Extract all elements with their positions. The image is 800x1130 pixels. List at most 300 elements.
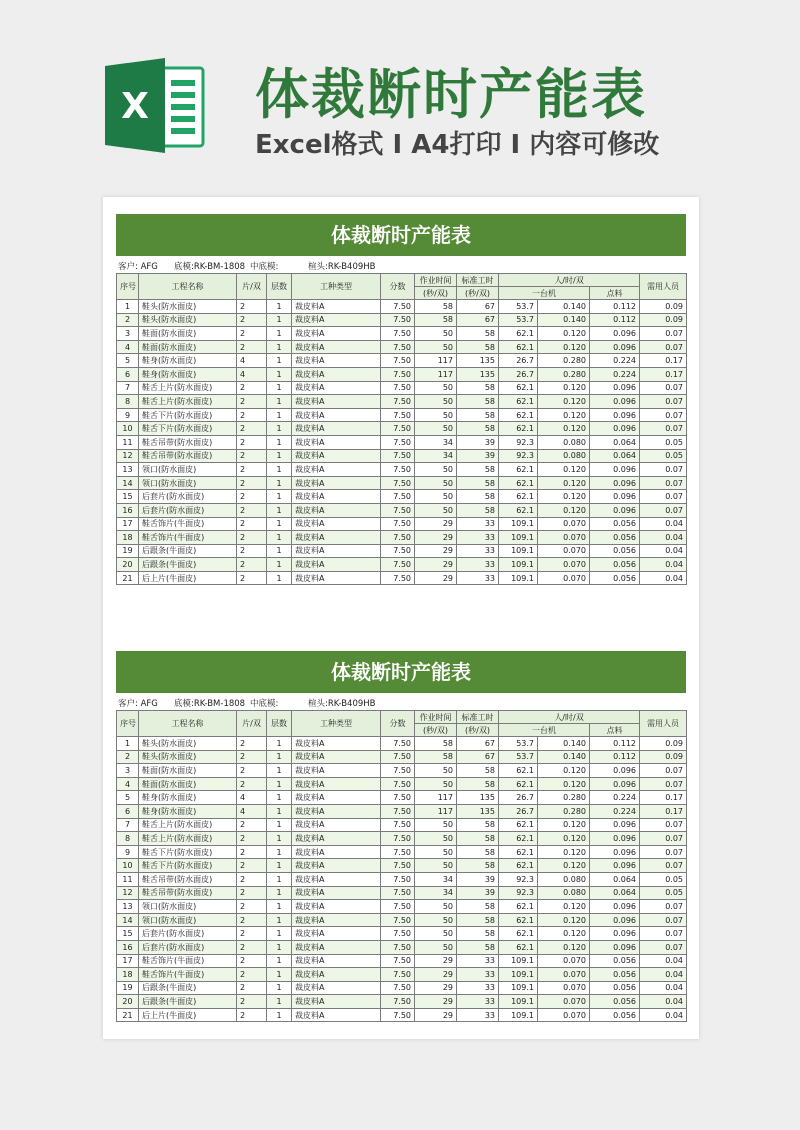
- table-cell: 1: [267, 381, 292, 395]
- table-cell: 7.50: [381, 340, 415, 354]
- table-cell: 鞋舌下片(防水面皮): [139, 408, 237, 422]
- table-cell: 62.1: [499, 940, 538, 954]
- table-cell: 裁皮料A: [292, 531, 381, 545]
- table-cell: 0.04: [640, 517, 687, 531]
- table-cell: 2: [237, 872, 267, 886]
- table-cell: 67: [457, 300, 499, 314]
- table-cell: 0.140: [538, 737, 590, 751]
- table-cell: 0.096: [590, 490, 640, 504]
- table-cell: 2: [237, 1008, 267, 1022]
- header-staff: 需用人员: [640, 711, 687, 737]
- table-cell: 0.080: [538, 886, 590, 900]
- table-cell: 58: [457, 395, 499, 409]
- table-cell: 33: [457, 558, 499, 572]
- table-row: [117, 913, 687, 927]
- table-cell: 58: [415, 737, 457, 751]
- table-cell: 0.070: [538, 954, 590, 968]
- table-cell: 0.07: [640, 927, 687, 941]
- table-cell: 1: [267, 449, 292, 463]
- table-row: [117, 463, 687, 477]
- table-cell: 0.07: [640, 845, 687, 859]
- table-cell: 鞋舌上片(防水面皮): [139, 832, 237, 846]
- table-cell: 3: [117, 327, 139, 341]
- table-row: [117, 845, 687, 859]
- table-cell: 29: [415, 517, 457, 531]
- table-cell: 0.07: [640, 408, 687, 422]
- table-cell: 0.096: [590, 503, 640, 517]
- table-cell: 1: [267, 354, 292, 368]
- table-cell: 2: [237, 981, 267, 995]
- table-cell: 0.096: [590, 408, 640, 422]
- table-cell: 62.1: [499, 476, 538, 490]
- table-cell: 92.3: [499, 872, 538, 886]
- sheet-info-row: [116, 256, 686, 273]
- table-cell: 1: [267, 995, 292, 1009]
- table-cell: 0.07: [640, 913, 687, 927]
- table-cell: 裁皮料A: [292, 435, 381, 449]
- table-cell: 0.07: [640, 777, 687, 791]
- table-cell: 0.096: [590, 859, 640, 873]
- table-cell: 0.056: [590, 954, 640, 968]
- table-row: [117, 886, 687, 900]
- table-cell: 裁皮料A: [292, 503, 381, 517]
- table-cell: 1: [267, 531, 292, 545]
- header-work-time: 作业时间: [415, 711, 457, 724]
- table-cell: 7.50: [381, 300, 415, 314]
- table-cell: 1: [267, 422, 292, 436]
- table-cell: 39: [457, 872, 499, 886]
- table-cell: 7.50: [381, 449, 415, 463]
- table-row: [117, 900, 687, 914]
- table-cell: 10: [117, 859, 139, 873]
- table-cell: 50: [415, 927, 457, 941]
- table-cell: 7.50: [381, 818, 415, 832]
- table-cell: 0.120: [538, 503, 590, 517]
- table-cell: 1: [117, 300, 139, 314]
- table-cell: 0.140: [538, 313, 590, 327]
- table-cell: 29: [415, 571, 457, 585]
- table-cell: 领口(防水面皮): [139, 900, 237, 914]
- table-cell: 后套片(防水面皮): [139, 490, 237, 504]
- header-work-time-unit: (秒/双): [415, 724, 457, 737]
- table-cell: 67: [457, 750, 499, 764]
- last-label: 楦头:RK-B409HB: [308, 699, 376, 709]
- last-label: 楦头:RK-B409HB: [308, 262, 376, 272]
- table-cell: 58: [457, 327, 499, 341]
- table-cell: 117: [415, 791, 457, 805]
- table-cell: 15: [117, 490, 139, 504]
- table-cell: 7: [117, 818, 139, 832]
- table-cell: 2: [237, 300, 267, 314]
- table-cell: 鞋舌下片(防水面皮): [139, 859, 237, 873]
- table-cell: 2: [237, 832, 267, 846]
- table-cell: 鞋面(防水面皮): [139, 764, 237, 778]
- table-cell: 21: [117, 1008, 139, 1022]
- table-cell: 4: [237, 367, 267, 381]
- table-cell: 0.096: [590, 476, 640, 490]
- table-cell: 0.120: [538, 859, 590, 873]
- table-cell: 29: [415, 558, 457, 572]
- table-cell: 0.056: [590, 558, 640, 572]
- table-row: [117, 737, 687, 751]
- table-cell: 53.7: [499, 750, 538, 764]
- table-cell: 2: [237, 750, 267, 764]
- table-cell: 0.09: [640, 750, 687, 764]
- sheet-title: 体裁断时产能表: [116, 651, 686, 693]
- table-cell: 0.056: [590, 531, 640, 545]
- table-row: [117, 968, 687, 982]
- table-cell: 2: [237, 859, 267, 873]
- table-cell: 34: [415, 435, 457, 449]
- table-cell: 109.1: [499, 995, 538, 1009]
- table-cell: 鞋头(防水面皮): [139, 750, 237, 764]
- table-cell: 33: [457, 954, 499, 968]
- table-cell: 7.50: [381, 367, 415, 381]
- table-cell: 1: [267, 367, 292, 381]
- header-layers: 层数: [267, 711, 292, 737]
- table-cell: 1: [267, 503, 292, 517]
- table-cell: 7.50: [381, 750, 415, 764]
- table-cell: 2: [237, 313, 267, 327]
- table-cell: 58: [457, 940, 499, 954]
- table-cell: 2: [237, 818, 267, 832]
- table-cell: 8: [117, 395, 139, 409]
- table-cell: 裁皮料A: [292, 449, 381, 463]
- table-row: [117, 764, 687, 778]
- table-cell: 58: [457, 340, 499, 354]
- table-cell: 鞋舌吊带(防水面皮): [139, 886, 237, 900]
- table-cell: 50: [415, 764, 457, 778]
- header-cutter: 点料: [590, 724, 640, 737]
- table-cell: 0.09: [640, 737, 687, 751]
- table-cell: 0.064: [590, 449, 640, 463]
- table-cell: 1: [267, 435, 292, 449]
- table-cell: 裁皮料A: [292, 750, 381, 764]
- table-cell: 7.50: [381, 913, 415, 927]
- table-cell: 裁皮料A: [292, 900, 381, 914]
- table-cell: 0.07: [640, 340, 687, 354]
- table-cell: 33: [457, 995, 499, 1009]
- table-cell: 5: [117, 354, 139, 368]
- table-cell: 1: [267, 913, 292, 927]
- table-row: [117, 981, 687, 995]
- table-cell: 0.04: [640, 981, 687, 995]
- table-cell: 0.120: [538, 395, 590, 409]
- table-cell: 109.1: [499, 1008, 538, 1022]
- table-row: [117, 777, 687, 791]
- table-cell: 58: [457, 476, 499, 490]
- table-cell: 0.096: [590, 422, 640, 436]
- table-cell: 裁皮料A: [292, 381, 381, 395]
- table-cell: 后跟条(牛面皮): [139, 544, 237, 558]
- table-cell: 0.280: [538, 791, 590, 805]
- table-cell: 0.120: [538, 927, 590, 941]
- table-cell: 7.50: [381, 395, 415, 409]
- table-row: [117, 449, 687, 463]
- table-cell: 62.1: [499, 340, 538, 354]
- table-cell: 33: [457, 544, 499, 558]
- customer-label: 客户: AFG: [118, 262, 158, 272]
- table-cell: 53.7: [499, 300, 538, 314]
- table-cell: 1: [267, 750, 292, 764]
- table-cell: 裁皮料A: [292, 791, 381, 805]
- table-cell: 2: [237, 395, 267, 409]
- table-cell: 29: [415, 968, 457, 982]
- table-cell: 0.07: [640, 764, 687, 778]
- table-cell: 17: [117, 954, 139, 968]
- table-cell: 0.070: [538, 517, 590, 531]
- table-cell: 58: [415, 313, 457, 327]
- table-cell: 34: [415, 886, 457, 900]
- table-cell: 0.120: [538, 408, 590, 422]
- header-std-time-unit: (秒/双): [457, 287, 499, 300]
- table-row: [117, 872, 687, 886]
- table-cell: 领口(防水面皮): [139, 913, 237, 927]
- table-cell: 8: [117, 832, 139, 846]
- table-cell: 109.1: [499, 544, 538, 558]
- table-cell: 58: [457, 381, 499, 395]
- table-cell: 58: [457, 764, 499, 778]
- table-cell: 39: [457, 886, 499, 900]
- table-cell: 2: [237, 544, 267, 558]
- table-cell: 1: [267, 872, 292, 886]
- table-row: [117, 954, 687, 968]
- table-cell: 14: [117, 476, 139, 490]
- table-cell: 0.05: [640, 886, 687, 900]
- table-cell: 0.224: [590, 354, 640, 368]
- header-no: 序号: [117, 711, 139, 737]
- table-cell: 裁皮料A: [292, 777, 381, 791]
- table-body: [117, 737, 687, 1022]
- table-cell: 67: [457, 313, 499, 327]
- table-cell: 1: [267, 571, 292, 585]
- table-cell: 7.50: [381, 995, 415, 1009]
- table-cell: 62.1: [499, 395, 538, 409]
- table-cell: 5: [117, 791, 139, 805]
- table-cell: 50: [415, 818, 457, 832]
- table-cell: 0.280: [538, 804, 590, 818]
- table-cell: 53.7: [499, 737, 538, 751]
- table-cell: 2: [237, 340, 267, 354]
- table-cell: 0.070: [538, 995, 590, 1009]
- table-cell: 0.112: [590, 313, 640, 327]
- table-cell: 裁皮料A: [292, 408, 381, 422]
- table-cell: 后跟条(牛面皮): [139, 995, 237, 1009]
- table-cell: 0.07: [640, 818, 687, 832]
- table-cell: 7.50: [381, 764, 415, 778]
- capacity-table: [116, 273, 687, 585]
- table-cell: 0.080: [538, 872, 590, 886]
- table-cell: 0.070: [538, 981, 590, 995]
- table-cell: 0.120: [538, 381, 590, 395]
- table-cell: 0.04: [640, 531, 687, 545]
- table-cell: 后套片(防水面皮): [139, 940, 237, 954]
- table-cell: 109.1: [499, 968, 538, 982]
- table-cell: 0.07: [640, 381, 687, 395]
- table-cell: 29: [415, 981, 457, 995]
- table-cell: 裁皮料A: [292, 927, 381, 941]
- table-cell: 7.50: [381, 981, 415, 995]
- table-cell: 2: [237, 517, 267, 531]
- table-cell: 62.1: [499, 913, 538, 927]
- header-work-time-unit: (秒/双): [415, 287, 457, 300]
- table-cell: 裁皮料A: [292, 313, 381, 327]
- table-cell: 裁皮料A: [292, 544, 381, 558]
- table-cell: 1: [267, 300, 292, 314]
- table-cell: 34: [415, 872, 457, 886]
- table-row: [117, 408, 687, 422]
- table-cell: 2: [237, 777, 267, 791]
- table-cell: 裁皮料A: [292, 558, 381, 572]
- table-cell: 鞋舌饰片(牛面皮): [139, 517, 237, 531]
- table-cell: 0.120: [538, 818, 590, 832]
- table-cell: 鞋舌上片(防水面皮): [139, 395, 237, 409]
- table-cell: 鞋舌吊带(防水面皮): [139, 449, 237, 463]
- table-row: [117, 381, 687, 395]
- table-cell: 鞋头(防水面皮): [139, 313, 237, 327]
- table-cell: 0.056: [590, 571, 640, 585]
- table-cell: 鞋身(防水面皮): [139, 791, 237, 805]
- table-cell: 7.50: [381, 804, 415, 818]
- table-cell: 0.080: [538, 435, 590, 449]
- table-row: [117, 544, 687, 558]
- table-cell: 2: [237, 463, 267, 477]
- header-machine: 一台机: [499, 724, 590, 737]
- table-cell: 2: [237, 327, 267, 341]
- table-row: [117, 750, 687, 764]
- table-cell: 7.50: [381, 422, 415, 436]
- header-name: 工程名称: [139, 711, 237, 737]
- table-cell: 7.50: [381, 845, 415, 859]
- table-cell: 裁皮料A: [292, 832, 381, 846]
- header-score: 分数: [381, 711, 415, 737]
- table-cell: 裁皮料A: [292, 1008, 381, 1022]
- table-cell: 7.50: [381, 327, 415, 341]
- table-cell: 鞋身(防水面皮): [139, 354, 237, 368]
- table-cell: 135: [457, 367, 499, 381]
- table-cell: 109.1: [499, 954, 538, 968]
- promo-title: 体裁断时产能表: [255, 63, 647, 126]
- table-cell: 后上片(牛面皮): [139, 1008, 237, 1022]
- table-cell: 0.112: [590, 737, 640, 751]
- table-cell: 50: [415, 463, 457, 477]
- table-cell: 裁皮料A: [292, 886, 381, 900]
- table-cell: 1: [267, 737, 292, 751]
- table-cell: 17: [117, 517, 139, 531]
- table-row: [117, 818, 687, 832]
- table-cell: 4: [117, 777, 139, 791]
- table-cell: 0.070: [538, 531, 590, 545]
- table-cell: 58: [457, 913, 499, 927]
- table-cell: 0.224: [590, 367, 640, 381]
- table-row: [117, 503, 687, 517]
- table-cell: 0.120: [538, 422, 590, 436]
- table-cell: 0.070: [538, 968, 590, 982]
- table-cell: 0.096: [590, 395, 640, 409]
- table-cell: 58: [457, 818, 499, 832]
- table-body: [117, 300, 687, 585]
- header-score: 分数: [381, 274, 415, 300]
- table-cell: 7.50: [381, 558, 415, 572]
- table-cell: 109.1: [499, 517, 538, 531]
- table-cell: 39: [457, 435, 499, 449]
- table-cell: 0.09: [640, 313, 687, 327]
- table-cell: 0.120: [538, 327, 590, 341]
- table-cell: 1: [267, 517, 292, 531]
- table-cell: 0.096: [590, 845, 640, 859]
- table-row: [117, 327, 687, 341]
- table-cell: 4: [237, 804, 267, 818]
- table-cell: 7.50: [381, 354, 415, 368]
- table-cell: 58: [457, 900, 499, 914]
- table-row: [117, 490, 687, 504]
- table-cell: 109.1: [499, 531, 538, 545]
- table-cell: 26.7: [499, 354, 538, 368]
- table-cell: 0.07: [640, 395, 687, 409]
- table-cell: 1: [267, 463, 292, 477]
- header-type: 工种类型: [292, 274, 381, 300]
- table-cell: 0.064: [590, 886, 640, 900]
- header-staff: 需用人员: [640, 274, 687, 300]
- table-cell: 裁皮料A: [292, 327, 381, 341]
- table-cell: 62.1: [499, 777, 538, 791]
- header-work-time: 作业时间: [415, 274, 457, 287]
- bottom-mold-label: 底模:RK-BM-1808: [174, 699, 246, 709]
- table-cell: 58: [457, 422, 499, 436]
- table-cell: 67: [457, 737, 499, 751]
- table-cell: 2: [237, 940, 267, 954]
- header-type: 工种类型: [292, 711, 381, 737]
- table-cell: 鞋舌上片(防水面皮): [139, 381, 237, 395]
- table-cell: 0.070: [538, 558, 590, 572]
- table-cell: 0.07: [640, 940, 687, 954]
- table-cell: 0.056: [590, 968, 640, 982]
- table-cell: 裁皮料A: [292, 845, 381, 859]
- table-row: [117, 571, 687, 585]
- table-cell: 7.50: [381, 872, 415, 886]
- table-cell: 0.064: [590, 872, 640, 886]
- table-cell: 0.080: [538, 449, 590, 463]
- svg-text:X: X: [121, 86, 149, 127]
- table-cell: 26.7: [499, 791, 538, 805]
- table-cell: 1: [267, 886, 292, 900]
- table-cell: 裁皮料A: [292, 954, 381, 968]
- table-cell: 62.1: [499, 503, 538, 517]
- table-cell: 50: [415, 327, 457, 341]
- table-row: [117, 367, 687, 381]
- table-cell: 7.50: [381, 544, 415, 558]
- table-cell: 1: [267, 340, 292, 354]
- table-cell: 26.7: [499, 367, 538, 381]
- table-cell: 0.096: [590, 777, 640, 791]
- table-cell: 2: [237, 927, 267, 941]
- table-cell: 1: [267, 804, 292, 818]
- table-cell: 33: [457, 571, 499, 585]
- table-cell: 50: [415, 503, 457, 517]
- table-cell: 1: [267, 327, 292, 341]
- table-cell: 7.50: [381, 886, 415, 900]
- table-cell: 0.07: [640, 900, 687, 914]
- table-cell: 裁皮料A: [292, 463, 381, 477]
- table-cell: 2: [237, 422, 267, 436]
- table-cell: 21: [117, 571, 139, 585]
- table-cell: 7.50: [381, 571, 415, 585]
- table-cell: 裁皮料A: [292, 804, 381, 818]
- table-cell: 后跟条(牛面皮): [139, 981, 237, 995]
- header-cutter: 点料: [590, 287, 640, 300]
- table-cell: 7.50: [381, 463, 415, 477]
- table-block-1: [116, 214, 686, 585]
